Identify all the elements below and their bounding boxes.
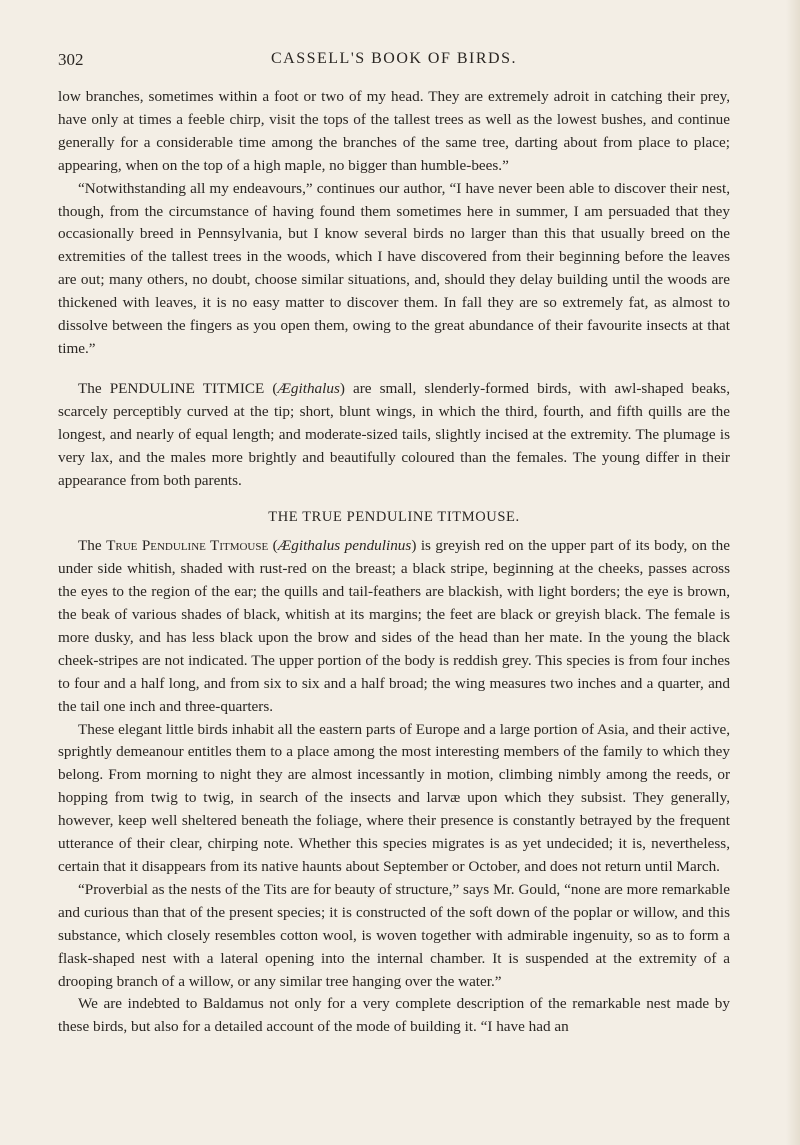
paragraph-habits: These elegant little birds inhabit all the eastern parts of Europe and a large portion of Asia, and their active, sprightly demeanour entitles them to a place among the most interesting members of the family to which they belong. From morning to night they are almost incessantly in motion, climbing nimbly among the reeds, or hopping from twig to twig, in search of the insects and larvæ upon which they subsist. They generally, however, keep well sheltered beneath the foliage, where their presence is constantly betrayed by the frequent utterance of their clear, chirping note. Whether this species migrates is as yet undecided; it is, nevertheless, certain that it disappears from its native haunts about September or October, and does not return until March. — [58, 720, 730, 875]
page-edge — [786, 0, 800, 1145]
genus-name: Ægithalus — [277, 379, 340, 397]
section-heading: THE TRUE PENDULINE TITMOUSE. — [268, 509, 520, 526]
paragraph-quote: “Notwithstanding all my endeavours,” continues our author, “I have never been able to discover their nest, though, from the circumstance of having found them sometimes here in summer, I am persuaded that they occasionally breed in Pennsylvania, but I know several birds no larger than this that usually breed on the extremities of the tallest trees in the woods, which I have discovered from their beginning before the leaves are out; many others, no doubt, choose similar situations, and, should they delay building until the woods are thickened with leaves, it is no easy matter to discover them. In fall they are so extremely fat, as almost to dissolve between the fingers as you open them, owing to the great abundance of their favourite insects at that time.” — [58, 179, 730, 357]
body-text — [58, 86, 730, 1039]
paren-open: ( — [268, 537, 278, 555]
species-latin-name: Ægithalus pendulinus — [277, 537, 412, 555]
page-number: 302 — [58, 50, 84, 69]
species-intro: The — [78, 537, 107, 555]
genus-description: ) are small, slenderly-formed birds, with awl-shaped beaks, scarcely perceptibly curved at the tip; short, blunt wings, in which the third, fourth, and fifth quills are the longest, and nearly of equal length; and moderate-sized tails, slightly incised at the extremity. The plumage is very lax, and the males more brightly and beautifully coloured than the females. The young differ in their appearance from both parents. — [58, 379, 731, 489]
paragraph-penduline-titmice — [58, 378, 730, 493]
page-header — [58, 50, 730, 76]
paragraph-species-description — [58, 535, 730, 718]
running-head: CASSELL'S BOOK OF BIRDS. — [270, 50, 518, 67]
species-name: True Penduline Titmouse — [106, 537, 269, 555]
genus-intro: The PENDULINE TITMICE ( — [78, 379, 278, 397]
species-description: ) is greyish red on the upper part of its body, on the under side whitish, shaded with rust-red on the breast; a black stripe, beginning at the cheeks, passes across the eyes to the region of the ear; the quills and tail-feathers are blackish, with light borders; the eye is brown, the beak of various shades of black, whitish at its margins; the feet are black or greyish black. The female is more dusky, and has less black upon the brow and sides of the head than her mate. In the young the black cheek-stripes are not indicated. The upper portion of the body is reddish grey. This species is from four inches to four and a half long, and from six to six and a half broad; the wing measures two inches and a quarter, and the tail one inch and three-quarters. — [58, 537, 730, 715]
paragraph-gould-quote: “Proverbial as the nests of the Tits are for beauty of structure,” says Mr. Gould, “none are more remarkable and curious than that of the present species; it is constructed of the soft down of the poplar or willow, and this substance, which closely resembles cotton wool, is woven together with admirable ingenuity, so as to form a flask-shaped nest with a lateral opening into the internal chamber. It is suspended at the extremity of a drooping branch of a willow, or any similar tree hanging over the water.” — [58, 880, 730, 990]
paragraph-baldamus: We are indebted to Baldamus not only for a very complete description of the remarkable nest made by these birds, but also for a detailed account of the mode of building it. “I have had an — [58, 995, 730, 1036]
paragraph-continuation: low branches, sometimes within a foot or two of my head. They are extremely adroit in catching their prey, have only at times a feeble chirp, visit the tops of the tallest trees as well as the lowest bushes, and continue generally for a considerable time among the branches of the same tree, darting about from place to place; appearing, when on the top of a high maple, no bigger than humble-bees.” — [58, 88, 730, 174]
